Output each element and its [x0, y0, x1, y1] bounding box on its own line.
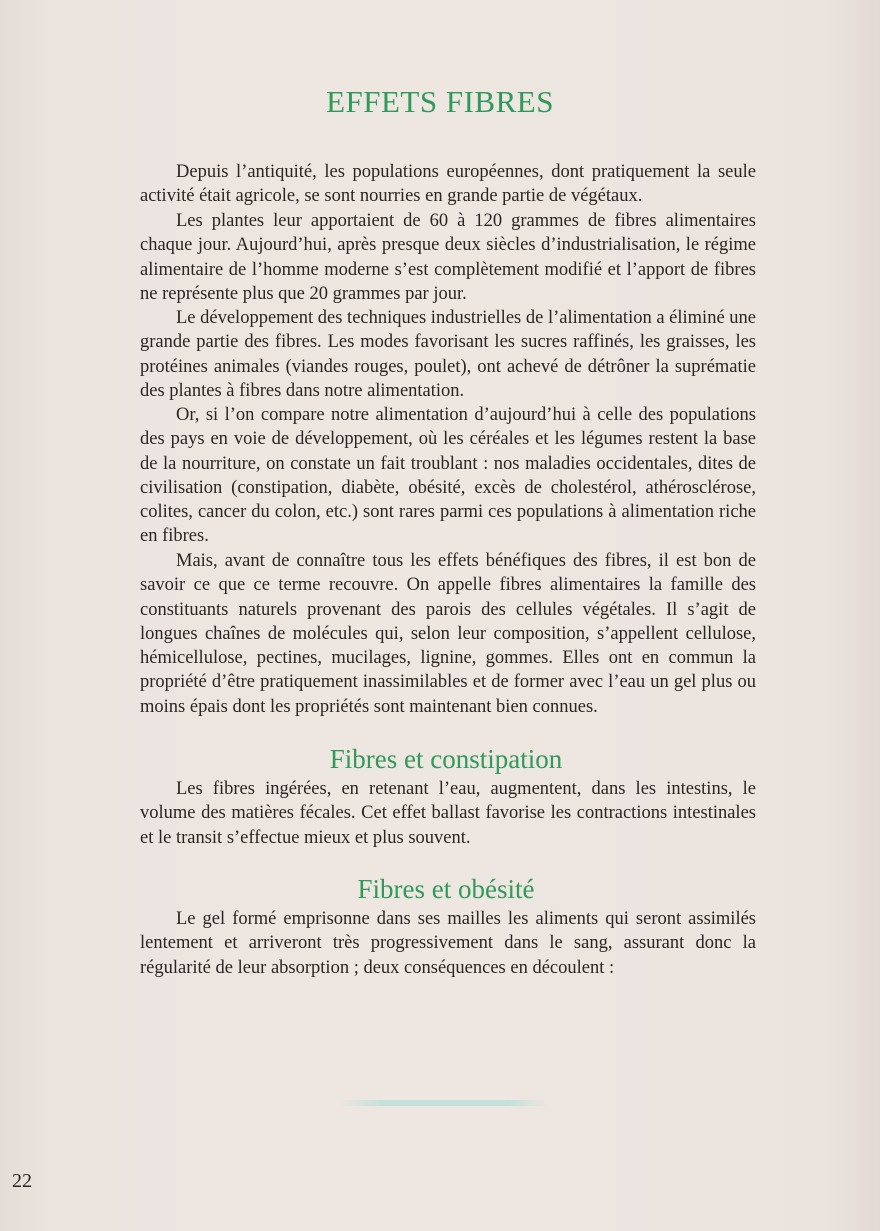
decorative-divider: [340, 1100, 550, 1106]
section-text-obesite: Le gel formé emprisonne dans ses mailles les aliments qui seront assimilés lentement et arriveront très progressivement dans le sang, assurant donc la régularité de leur absorption ; deux conséquences en découlent :: [140, 909, 756, 978]
page-number: 22: [12, 1170, 32, 1192]
section-heading-constipation: Fibres et constipation: [329, 744, 563, 774]
intro-paragraph-2: Les plantes leur apportaient de 60 à 120 grammes de fibres alimentaires chaque jour. Aujourd’hui, après presque deux siècles d’industrialisation, le régime alimentaire de l’homme moderne s’est complètement modifié et l’apport de fibres ne représente plus que 20 grammes par jour.: [140, 211, 756, 304]
page-title: EFFETS FIBRES: [326, 84, 554, 119]
section-text-constipation: Les fibres ingérées, en retenant l’eau, augmentent, dans les intestins, le volume des matières fécales. Cet effet ballast favorise les contractions intestinales et le transit s’effectue mieux et plus souvent.: [140, 779, 756, 848]
intro-paragraph-3: Le développement des techniques industrielles de l’alimentation a éliminé une grande partie des fibres. Les modes favorisant les sucres raffinés, les graisses, les protéines animales (viandes rouges, poulet), ont achevé de détrôner la suprématie des plantes à fibres dans notre alimentation.: [140, 308, 756, 401]
section-heading-obesite: Fibres et obésité: [357, 874, 535, 904]
intro-paragraph-4: Or, si l’on compare notre alimentation d’aujourd’hui à celle des populations des pays en voie de développement, où les céréales et les légumes restent la base de la nourriture, on constate un fait troublant : nos maladies occidentales, dites de civilisation (constipation, diabète, obésité, excès de cholestérol, athérosclérose, colites, cancer du colon, etc.) sont rares parmi ces populations à alimentation riche en fibres.: [140, 405, 756, 547]
intro-paragraph-1: Depuis l’antiquité, les populations européennes, dont pratiquement la seule activité était agricole, se sont nourries en grande partie de végétaux.: [140, 162, 756, 207]
intro-paragraph-5: Mais, avant de connaître tous les effets bénéfiques des fibres, il est bon de savoir ce que ce terme recouvre. On appelle fibres alimentaires la famille des constituants naturels provenant des parois des cellules végétales. Il s’agit de longues chaînes de molécules qui, selon leur composition, s’appellent cellulose, hémicellulose, pectines, mucilages, lignine, gommes. Elles ont en commun la propriété d’être pratiquement inassimilables et de former avec l’eau un gel plus ou moins épais dont les propriétés sont maintenant bien connues.: [140, 551, 756, 717]
